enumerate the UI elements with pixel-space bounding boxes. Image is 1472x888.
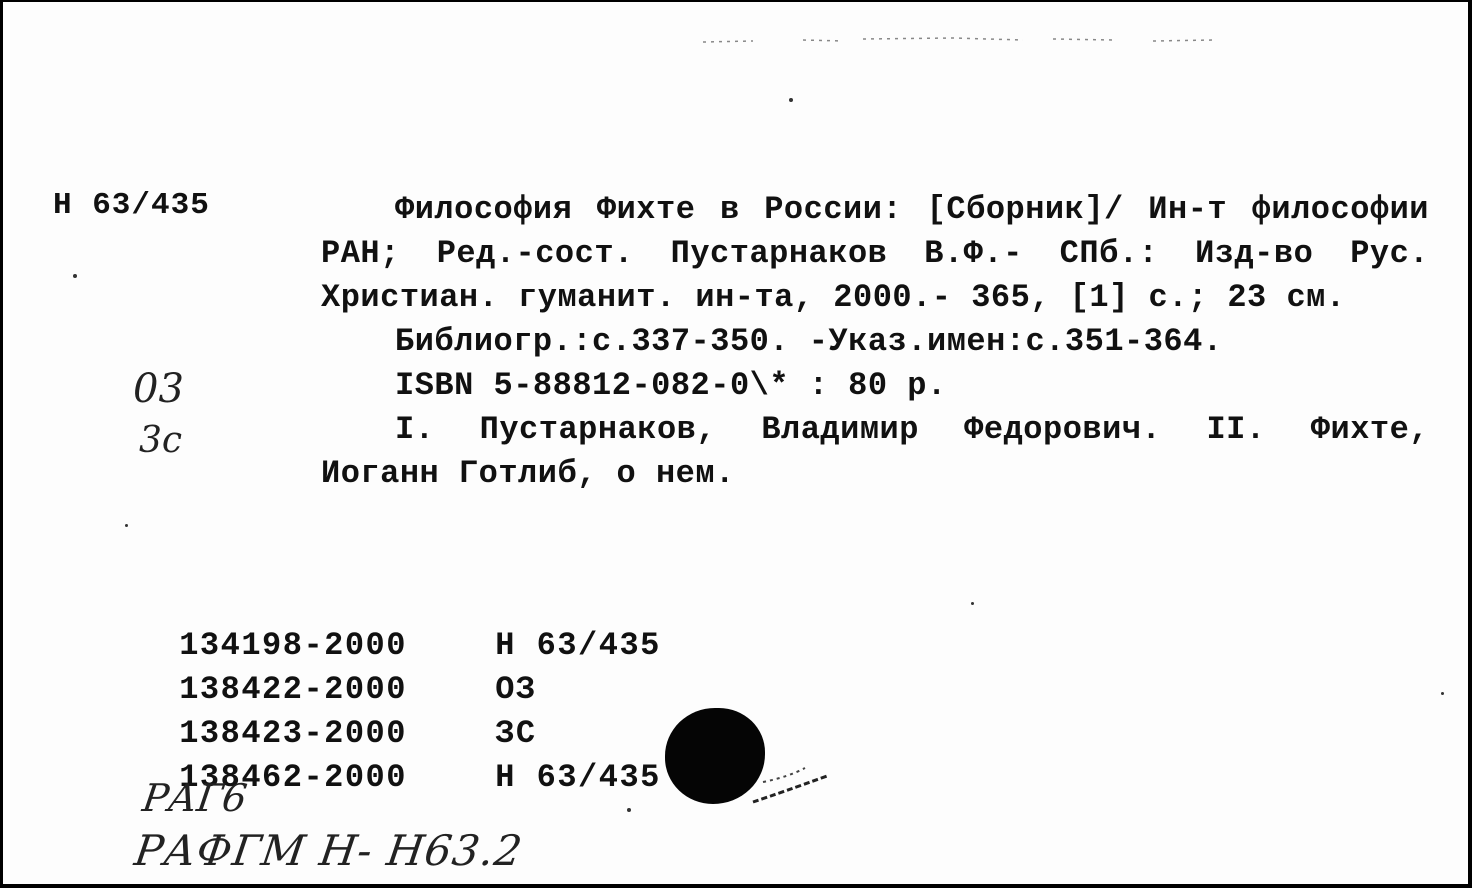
entry-bibliography-note: Библиогр.:с.337-350. -Указ.имен:с.351-364. [395,323,1223,360]
inventory-shelf: Н 63/435 [495,759,661,796]
inventory-number: 138462-2000 [179,759,407,796]
shelf-mark: Н 63/435 [53,188,210,223]
scan-speck [1441,692,1444,695]
scan-speck [73,274,77,278]
scan-speck [125,524,128,527]
ink-blot-streak [743,742,843,812]
scan-speck [627,808,631,812]
inventory-shelf: Н 63/435 [495,627,661,664]
entry-isbn-price: ISBN 5-88812-082-0\* : 80 р. [395,367,947,404]
inventory-number: 134198-2000 [179,627,407,664]
entry-subject-headings: I. Пустарнаков, Владимир Федорович. II. Фихте, Иоганн Готлиб, о нем. [321,411,1429,492]
inventory-row [55,580,661,664]
scan-speck [971,602,974,605]
inventory-shelf: ЗС [495,715,537,752]
inventory-number: 138422-2000 [179,671,407,708]
handwritten-mark-rag: РАГ6 [139,776,250,820]
inventory-number: 138423-2000 [179,715,407,752]
handwritten-mark-3c: 3с [139,420,183,461]
scan-noise-mark [693,32,1233,48]
entry-description: Философия Фихте в России: [Сборник]/ Ин-т философии РАН; Ред.-сост. Пустарнаков В.Ф.- СПб.: Изд-во Рус. Христиан. гуманит. ин-та, 2000.- 365, [1] с.; 23 см. [321,191,1429,316]
handwritten-mark-03: 03 [133,366,184,412]
bibliographic-entry [321,188,1429,496]
scan-speck [789,98,793,102]
handwritten-mark-ragm: РАФГМ Н- Н63.2 [131,826,526,875]
inventory-list [55,580,661,796]
inventory-shelf: ОЗ [495,671,537,708]
